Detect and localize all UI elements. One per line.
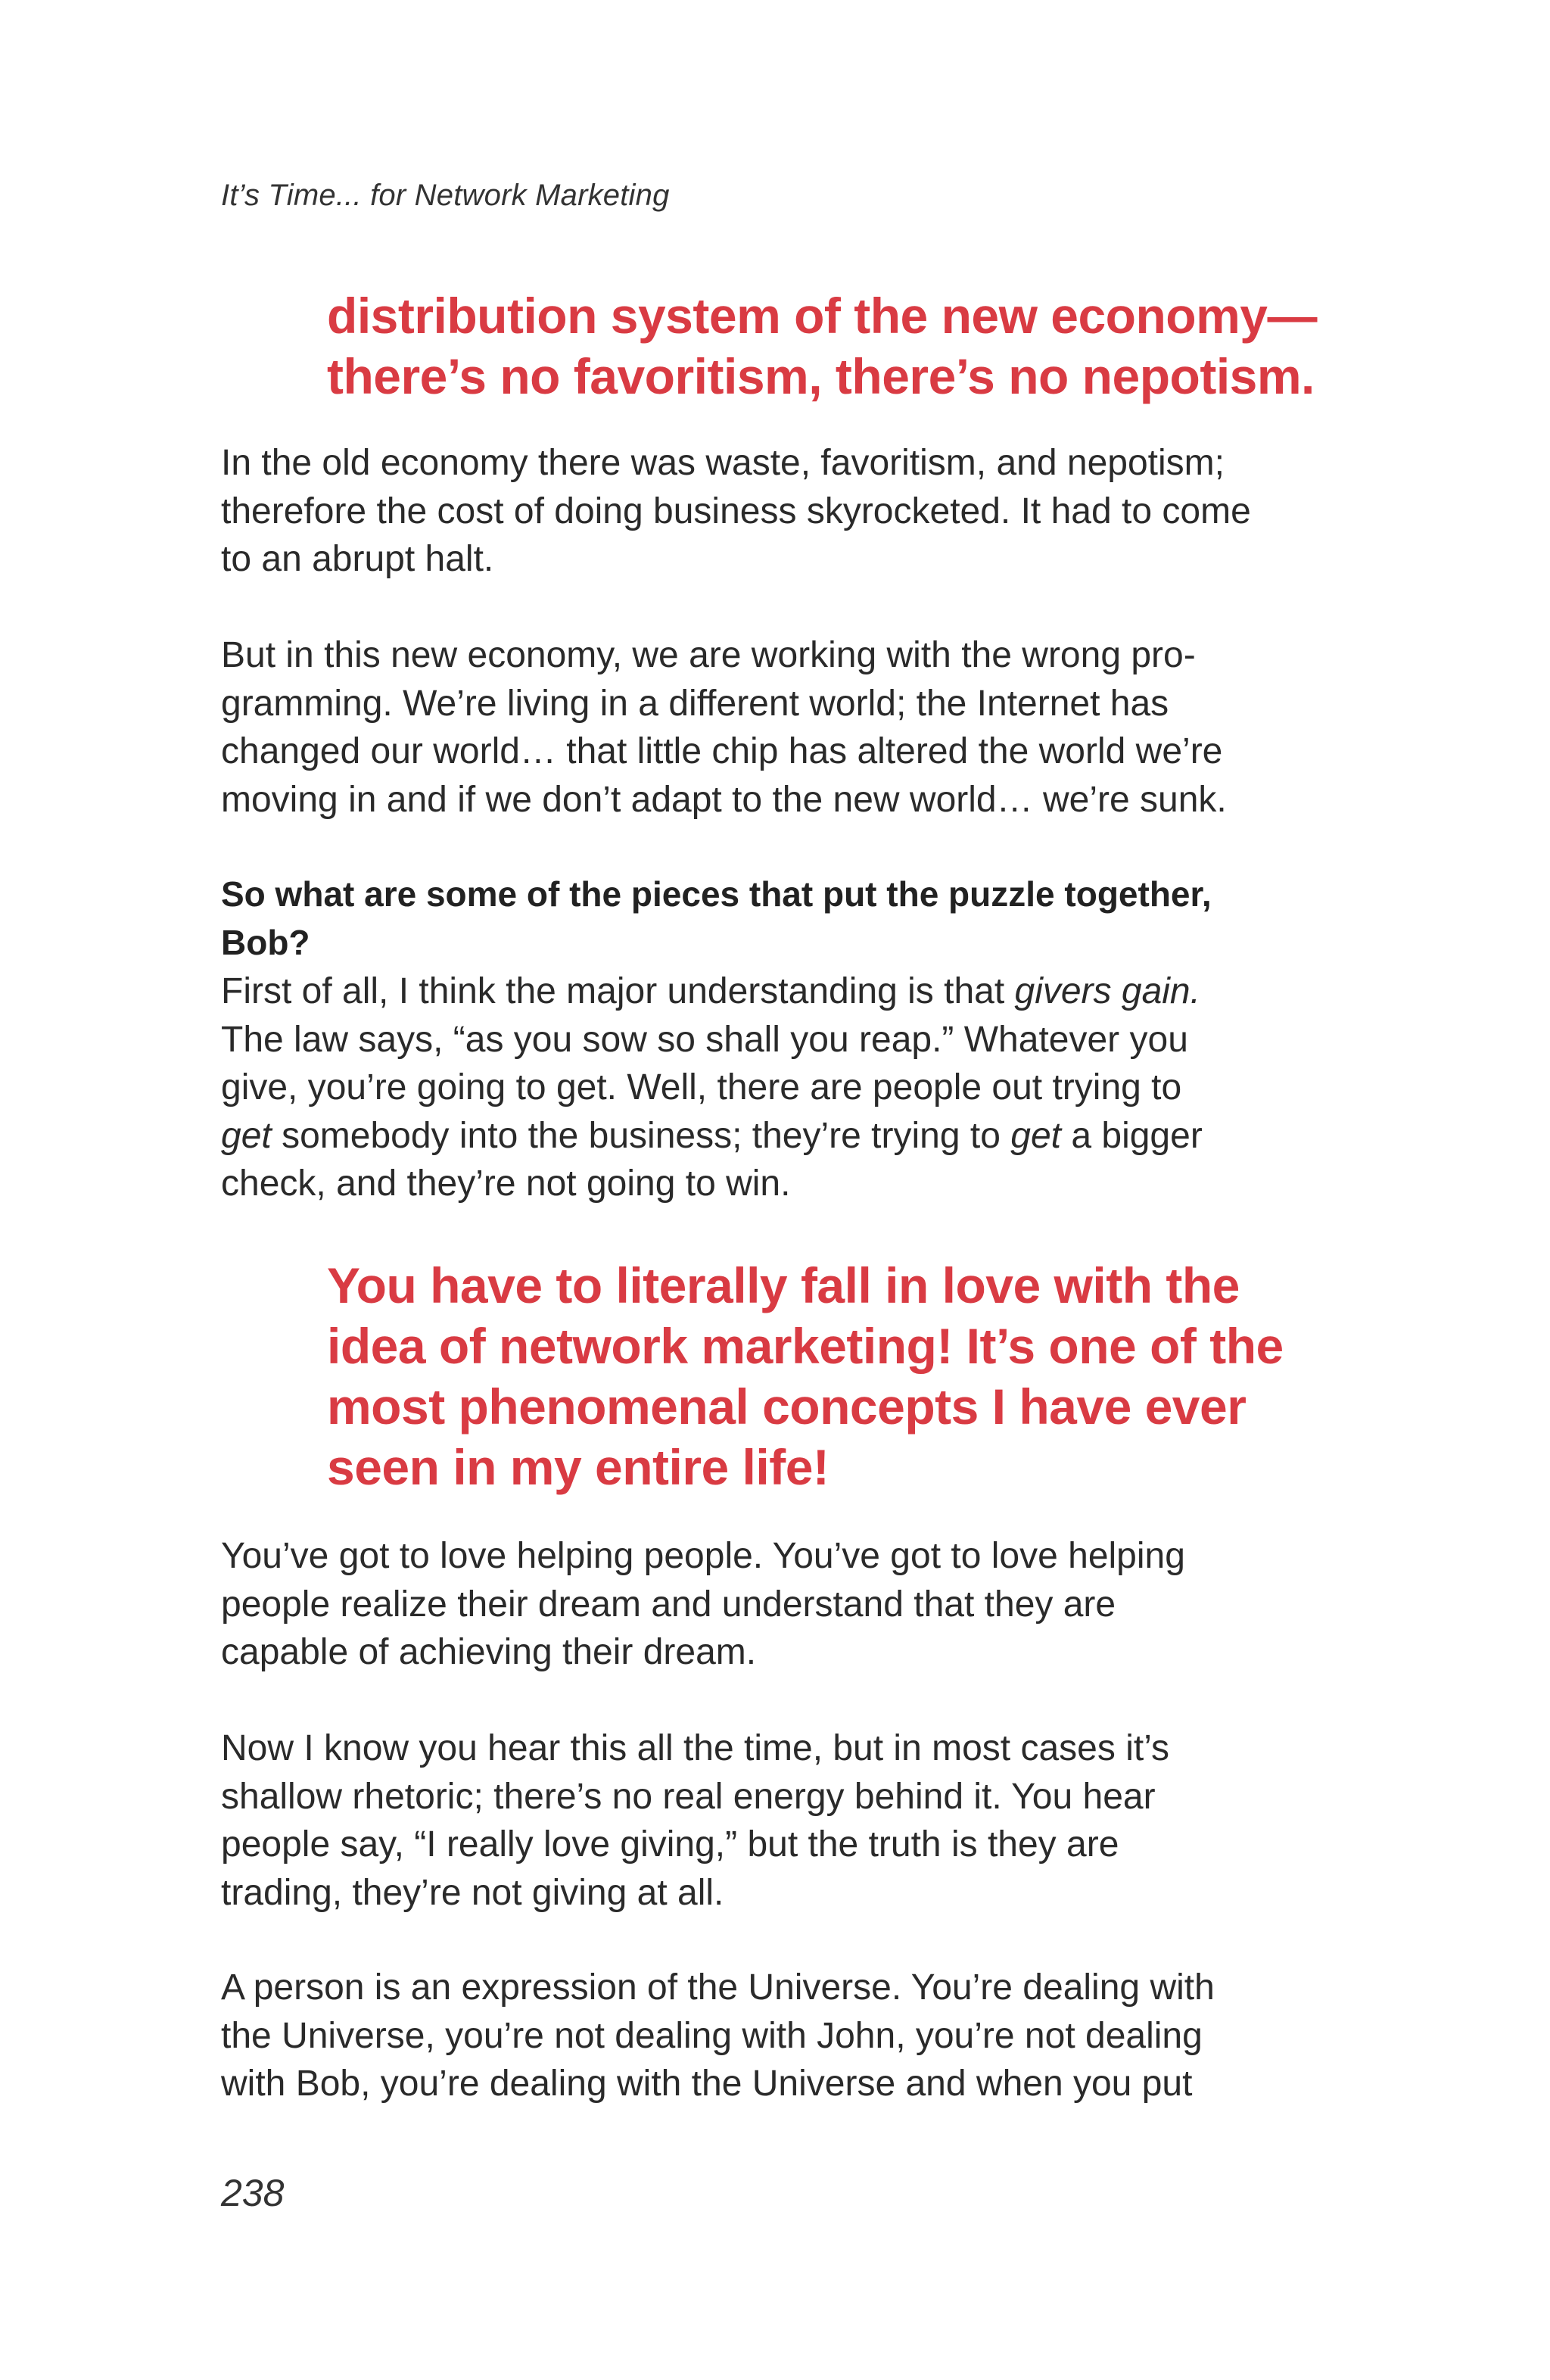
text-line bbox=[221, 967, 1341, 1016]
text-line: You’ve got to love helping people. You’ve got to love helping bbox=[221, 1536, 1185, 1576]
text-line: therefore the cost of doing business skyrocketed. It had to come bbox=[221, 491, 1251, 531]
pull-quote-line: seen in my entire life! bbox=[327, 1439, 829, 1495]
text-line: A person is an expression of the Universe. You’re dealing with bbox=[221, 1967, 1215, 2008]
text-line: trading, they’re not giving at all. bbox=[221, 1872, 724, 1913]
paragraph-old-economy bbox=[221, 439, 1341, 584]
text-line: changed our world… that little chip has altered the world we’re bbox=[221, 731, 1223, 771]
text-line: But in this new economy, we are working with the wrong pro- bbox=[221, 635, 1196, 675]
text-line: In the old economy there was waste, favoritism, and nepotism; bbox=[221, 443, 1225, 483]
paragraph-shallow-rhetoric bbox=[221, 1724, 1341, 1917]
text-line bbox=[221, 1112, 1341, 1160]
emphasis-text: givers gain. bbox=[1014, 971, 1200, 1011]
pull-quote-line: You have to literally fall in love with the bbox=[327, 1257, 1240, 1313]
emphasis-text: get bbox=[1010, 1115, 1061, 1156]
emphasis-text: get bbox=[221, 1115, 272, 1156]
running-header: It’s Time... for Network Marketing bbox=[221, 179, 670, 212]
question-line: So what are some of the pieces that put the puzzle together, bbox=[221, 874, 1212, 914]
paragraph-givers-gain bbox=[221, 967, 1341, 1208]
pull-quote-line: most phenomenal concepts I have ever bbox=[327, 1378, 1247, 1435]
text-line: capable of achieving their dream. bbox=[221, 1632, 757, 1672]
text-line: shallow rhetoric; there’s no real energy behind it. You hear bbox=[221, 1776, 1156, 1817]
pull-quote-line: distribution system of the new economy— bbox=[327, 288, 1318, 344]
text-line: moving in and if we don’t adapt to the new world… we’re sunk. bbox=[221, 779, 1227, 820]
text-line: the Universe, you’re not dealing with John, you’re not dealing bbox=[221, 2015, 1203, 2056]
text-line: people say, “I really love giving,” but the truth is they are bbox=[221, 1824, 1119, 1864]
paragraph-new-economy bbox=[221, 631, 1341, 824]
pull-quote-line: idea of network marketing! It’s one of the bbox=[327, 1318, 1284, 1374]
paragraph-helping-people bbox=[221, 1532, 1341, 1677]
text-line: with Bob, you’re dealing with the Universe and when you put bbox=[221, 2064, 1193, 2104]
page-number: 238 bbox=[221, 2172, 285, 2214]
text-line: people realize their dream and understand that they are bbox=[221, 1584, 1116, 1625]
text-line: gramming. We’re living in a different world; the Internet has bbox=[221, 683, 1169, 724]
question-line: Bob? bbox=[221, 922, 310, 962]
text-run: somebody into the business; they’re trying to bbox=[271, 1115, 1011, 1156]
pull-quote-1 bbox=[327, 285, 1371, 407]
paragraph-universe bbox=[221, 1964, 1341, 2108]
interview-question bbox=[221, 871, 1341, 967]
text-line: The law says, “as you sow so shall you reap.” Whatever you bbox=[221, 1019, 1188, 1060]
text-run: a bigger bbox=[1061, 1115, 1203, 1156]
text-line: to an abrupt halt. bbox=[221, 539, 494, 579]
text-line: give, you’re going to get. Well, there are people out trying to bbox=[221, 1067, 1182, 1107]
pull-quote-line: there’s no favoritism, there’s no nepotism. bbox=[327, 348, 1315, 404]
pull-quote-2 bbox=[327, 1255, 1371, 1497]
text-line: Now I know you hear this all the time, but in most cases it’s bbox=[221, 1728, 1169, 1768]
text-run: First of all, I think the major understanding is that bbox=[221, 971, 1015, 1011]
text-line: check, and they’re not going to win. bbox=[221, 1164, 791, 1204]
